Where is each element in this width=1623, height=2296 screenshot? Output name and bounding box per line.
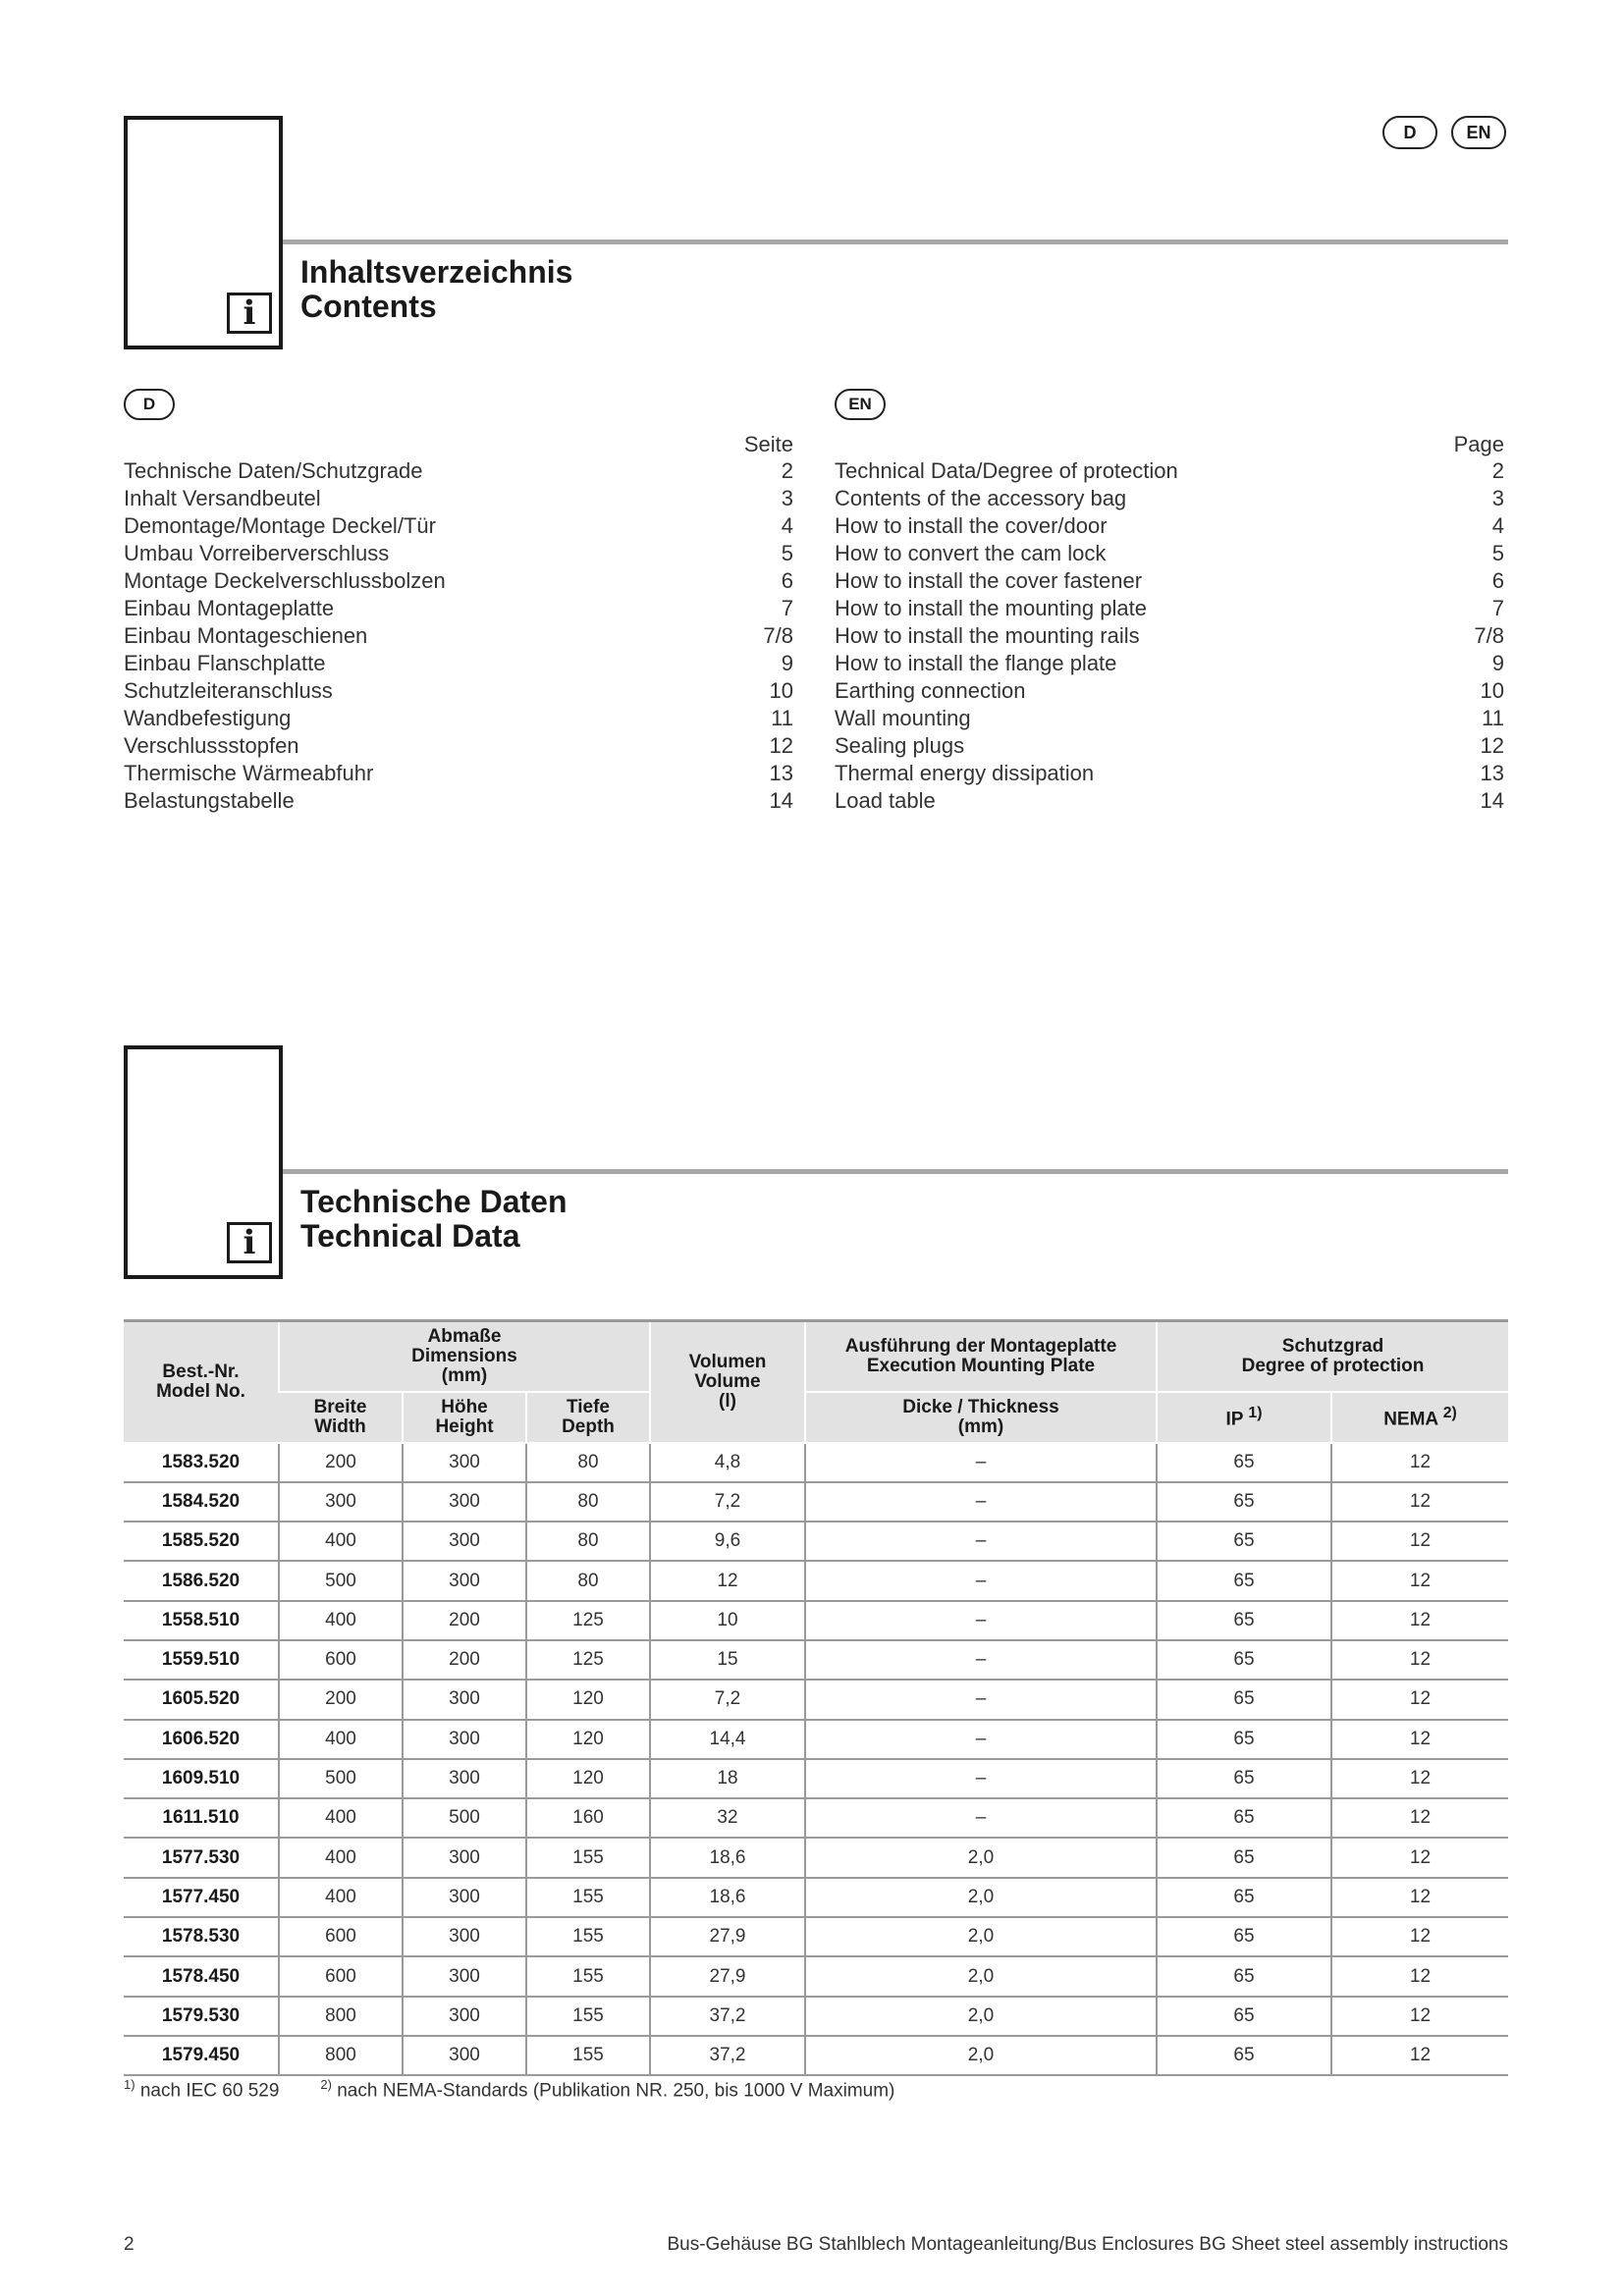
cell-volume: 10	[650, 1601, 805, 1640]
toc-item-page: 4	[1491, 513, 1504, 538]
toc-item-page: 3	[781, 486, 793, 510]
cell-height: 300	[403, 1482, 526, 1522]
table-row	[124, 1482, 1508, 1522]
toc-item-label: Verschlussstopfen	[124, 733, 299, 758]
header-rule	[283, 1169, 1508, 1174]
toc-item	[124, 485, 793, 512]
cell-nema-rating: 12	[1331, 1838, 1508, 1877]
cell-volume: 9,6	[650, 1522, 805, 1561]
toc-item-page: 14	[1480, 788, 1504, 813]
cell-ip-rating: 65	[1157, 1601, 1331, 1640]
dims-header-en: Dimensions	[411, 1345, 517, 1366]
cell-nema-rating: 12	[1331, 2036, 1508, 2075]
toc-item-label: Einbau Flanschplatte	[124, 651, 326, 675]
toc-item	[124, 622, 793, 650]
toc-item-label: How to install the mounting rails	[835, 623, 1140, 648]
nema-footnote-mark: 2)	[1442, 1405, 1457, 1422]
cell-nema-rating: 12	[1331, 1443, 1508, 1482]
cell-depth: 80	[526, 1443, 650, 1482]
toc-item	[835, 622, 1504, 650]
cell-ip-rating: 65	[1157, 1640, 1331, 1680]
toc-item	[835, 512, 1504, 540]
cell-ip-rating: 65	[1157, 1522, 1331, 1561]
toc-item	[124, 595, 793, 622]
cell-height: 200	[403, 1640, 526, 1680]
col-header-width	[279, 1392, 403, 1443]
toc-english	[835, 389, 1504, 815]
cell-plate-thickness: –	[805, 1680, 1157, 1719]
col-header-mounting-plate	[805, 1321, 1157, 1392]
cell-volume: 18	[650, 1759, 805, 1798]
cell-plate-thickness: –	[805, 1601, 1157, 1640]
cell-volume: 18,6	[650, 1878, 805, 1917]
toc-page-label-en: Page	[1453, 432, 1504, 456]
cell-model-number: 1584.520	[124, 1482, 279, 1522]
cell-nema-rating: 12	[1331, 1720, 1508, 1759]
cell-height: 300	[403, 1878, 526, 1917]
toc-page-label-de: Seite	[743, 432, 793, 456]
cell-depth: 155	[526, 1838, 650, 1877]
cell-model-number: 1579.530	[124, 1997, 279, 2036]
toc-item-label: How to install the flange plate	[835, 651, 1117, 675]
volume-header-en: Volume	[694, 1370, 761, 1392]
cell-nema-rating: 12	[1331, 1522, 1508, 1561]
toc-item-label: Sealing plugs	[835, 733, 965, 758]
cell-nema-rating: 12	[1331, 1956, 1508, 1996]
cell-ip-rating: 65	[1157, 1443, 1331, 1482]
toc-item-label: Thermische Wärmeabfuhr	[124, 761, 374, 785]
cell-volume: 14,4	[650, 1720, 805, 1759]
cell-model-number: 1577.450	[124, 1878, 279, 1917]
cell-volume: 18,6	[650, 1838, 805, 1877]
toc-german	[124, 389, 793, 815]
toc-list-en	[835, 457, 1504, 815]
toc-item-label: Load table	[835, 788, 936, 813]
page-footer	[124, 2234, 1508, 2256]
cell-height: 300	[403, 1838, 526, 1877]
toc-item-page: 10	[1480, 678, 1504, 703]
cell-width: 400	[279, 1878, 403, 1917]
cell-plate-thickness: 2,0	[805, 1917, 1157, 1956]
toc-item-page: 10	[769, 678, 793, 703]
toc-item-label: Demontage/Montage Deckel/Tür	[124, 513, 436, 538]
thickness-header: Dicke / Thickness	[902, 1396, 1059, 1417]
toc-item-page: 13	[1480, 761, 1504, 785]
col-header-ip	[1157, 1392, 1331, 1443]
technical-data-body	[124, 1443, 1508, 2076]
tech-title-en: Technical Data	[300, 1218, 520, 1254]
contents-title-de: Inhaltsverzeichnis	[300, 254, 573, 290]
table-row	[124, 1640, 1508, 1680]
depth-header-de: Tiefe	[566, 1396, 610, 1417]
cell-model-number: 1577.530	[124, 1838, 279, 1877]
protection-header-de: Schutzgrad	[1281, 1335, 1384, 1357]
toc-item-label: Technical Data/Degree of protection	[835, 458, 1178, 483]
cell-width: 400	[279, 1838, 403, 1877]
volume-header-de: Volumen	[688, 1351, 767, 1372]
toc-item-page: 7/8	[1474, 623, 1504, 648]
cell-nema-rating: 12	[1331, 1640, 1508, 1680]
cell-height: 300	[403, 1680, 526, 1719]
toc-item-label: Montage Deckelverschlussbolzen	[124, 568, 446, 593]
cell-depth: 125	[526, 1640, 650, 1680]
cell-depth: 80	[526, 1482, 650, 1522]
cell-depth: 80	[526, 1522, 650, 1561]
footnote-2	[320, 2077, 894, 2102]
col-header-thickness	[805, 1392, 1157, 1443]
cell-model-number: 1559.510	[124, 1640, 279, 1680]
cell-height: 200	[403, 1601, 526, 1640]
width-header-en: Width	[314, 1415, 366, 1437]
cell-nema-rating: 12	[1331, 1997, 1508, 2036]
toc-item-label: Umbau Vorreiberverschluss	[124, 541, 390, 565]
toc-item-label: Thermal energy dissipation	[835, 761, 1095, 785]
cell-model-number: 1605.520	[124, 1680, 279, 1719]
cell-depth: 155	[526, 1997, 650, 2036]
cell-height: 300	[403, 2036, 526, 2075]
toc-item	[124, 457, 793, 485]
table-row	[124, 1997, 1508, 2036]
depth-header-en: Depth	[562, 1415, 615, 1437]
cell-nema-rating: 12	[1331, 1561, 1508, 1600]
toc-item-page: 6	[781, 568, 793, 593]
cell-volume: 12	[650, 1561, 805, 1600]
cell-height: 300	[403, 1561, 526, 1600]
toc-item	[835, 540, 1504, 567]
ip-header: IP	[1225, 1409, 1244, 1430]
cell-ip-rating: 65	[1157, 2036, 1331, 2075]
table-row	[124, 1838, 1508, 1877]
toc-item	[124, 787, 793, 815]
cell-nema-rating: 12	[1331, 1601, 1508, 1640]
cell-plate-thickness: –	[805, 1482, 1157, 1522]
cell-model-number: 1578.450	[124, 1956, 279, 1996]
cell-depth: 120	[526, 1720, 650, 1759]
height-header-de: Höhe	[441, 1396, 488, 1417]
height-header-en: Height	[435, 1415, 494, 1437]
toc-item-label: Einbau Montageschienen	[124, 623, 368, 648]
lang-badge-en: EN	[1451, 116, 1506, 149]
toc-item	[835, 732, 1504, 760]
toc-item-label: Wandbefestigung	[124, 706, 292, 730]
cell-width: 400	[279, 1720, 403, 1759]
contents-title-en: Contents	[300, 289, 437, 324]
cell-depth: 80	[526, 1561, 650, 1600]
footnote-text: nach IEC 60 529	[139, 2080, 280, 2102]
contents-title	[300, 255, 572, 324]
page-number: 2	[124, 2234, 135, 2255]
info-icon: i	[227, 1222, 272, 1263]
cell-width: 800	[279, 2036, 403, 2075]
cell-ip-rating: 65	[1157, 1956, 1331, 1996]
cell-model-number: 1609.510	[124, 1759, 279, 1798]
col-header-protection	[1157, 1321, 1508, 1392]
plate-header-de: Ausführung der Montageplatte	[844, 1335, 1117, 1357]
lang-badge-de: D	[1382, 116, 1437, 149]
toc-item-page: 7	[781, 596, 793, 620]
cell-depth: 155	[526, 1956, 650, 1996]
cell-depth: 160	[526, 1798, 650, 1838]
cell-plate-thickness: 2,0	[805, 1838, 1157, 1877]
cell-depth: 155	[526, 1917, 650, 1956]
cell-ip-rating: 65	[1157, 1720, 1331, 1759]
table-row	[124, 1917, 1508, 1956]
cell-height: 300	[403, 1443, 526, 1482]
toc-item	[124, 512, 793, 540]
cell-width: 600	[279, 1640, 403, 1680]
document-title: Bus-Gehäuse BG Stahlblech Montageanleitung/Bus Enclosures BG Sheet steel assembly instructions	[667, 2234, 1508, 2255]
toc-item-label: Inhalt Versandbeutel	[124, 486, 321, 510]
model-header-de: Best.-Nr.	[162, 1361, 240, 1382]
cell-model-number: 1611.510	[124, 1798, 279, 1838]
cell-ip-rating: 65	[1157, 1997, 1331, 2036]
cell-volume: 37,2	[650, 2036, 805, 2075]
cell-volume: 32	[650, 1798, 805, 1838]
toc-item	[835, 595, 1504, 622]
toc-item-page: 6	[1491, 568, 1504, 593]
cell-depth: 155	[526, 1878, 650, 1917]
toc-item	[835, 677, 1504, 705]
col-header-nema	[1331, 1392, 1508, 1443]
table-row	[124, 1522, 1508, 1561]
cell-nema-rating: 12	[1331, 1759, 1508, 1798]
cell-model-number: 1578.530	[124, 1917, 279, 1956]
cell-depth: 125	[526, 1601, 650, 1640]
cell-height: 500	[403, 1798, 526, 1838]
volume-header-unit: (l)	[719, 1390, 736, 1412]
table-row	[124, 1680, 1508, 1719]
cell-width: 800	[279, 1997, 403, 2036]
table-row	[124, 1561, 1508, 1600]
cell-model-number: 1579.450	[124, 2036, 279, 2075]
tech-title-de: Technische Daten	[300, 1184, 568, 1219]
cell-volume: 27,9	[650, 1917, 805, 1956]
toc-item-label: Wall mounting	[835, 706, 971, 730]
cell-plate-thickness: –	[805, 1522, 1157, 1561]
toc-item-label: How to install the cover fastener	[835, 568, 1143, 593]
toc-item-label: Technische Daten/Schutzgrade	[124, 458, 423, 483]
cell-width: 400	[279, 1522, 403, 1561]
cell-width: 400	[279, 1601, 403, 1640]
cell-nema-rating: 12	[1331, 1482, 1508, 1522]
toc-item-page: 9	[1491, 651, 1504, 675]
col-header-height	[403, 1392, 526, 1443]
cell-model-number: 1606.520	[124, 1720, 279, 1759]
technical-data-table	[124, 1319, 1508, 2076]
table-row	[124, 1956, 1508, 1996]
toc-item-page: 12	[1480, 733, 1504, 758]
cell-height: 300	[403, 1997, 526, 2036]
cell-volume: 15	[650, 1640, 805, 1680]
col-header-model	[124, 1321, 279, 1443]
toc-item-label: Belastungstabelle	[124, 788, 295, 813]
cell-plate-thickness: –	[805, 1798, 1157, 1838]
toc-item	[835, 760, 1504, 787]
cell-height: 300	[403, 1522, 526, 1561]
toc-item-label: Schutzleiteranschluss	[124, 678, 333, 703]
toc-item-page: 5	[1491, 541, 1504, 565]
nema-header: NEMA	[1383, 1409, 1438, 1430]
cell-width: 500	[279, 1561, 403, 1600]
cell-plate-thickness: 2,0	[805, 2036, 1157, 2075]
cell-depth: 120	[526, 1759, 650, 1798]
toc-item-page: 14	[769, 788, 793, 813]
col-header-dimensions	[279, 1321, 650, 1392]
cell-width: 200	[279, 1680, 403, 1719]
toc-item	[124, 677, 793, 705]
thickness-header-unit: (mm)	[957, 1415, 1004, 1437]
tech-data-title	[300, 1185, 567, 1254]
cell-model-number: 1558.510	[124, 1601, 279, 1640]
footnotes	[124, 2077, 894, 2102]
toc-item	[835, 567, 1504, 595]
cell-width: 600	[279, 1956, 403, 1996]
toc-item	[835, 787, 1504, 815]
cell-volume: 4,8	[650, 1443, 805, 1482]
table-row	[124, 1798, 1508, 1838]
toc-item	[124, 567, 793, 595]
cell-ip-rating: 65	[1157, 1482, 1331, 1522]
cell-plate-thickness: –	[805, 1720, 1157, 1759]
cell-ip-rating: 65	[1157, 1759, 1331, 1798]
toc-item-page: 7	[1491, 596, 1504, 620]
table-row	[124, 1601, 1508, 1640]
footnote-text: nach NEMA-Standards (Publikation NR. 250, bis 1000 V Maximum)	[337, 2080, 895, 2102]
cell-volume: 37,2	[650, 1997, 805, 2036]
cell-width: 200	[279, 1443, 403, 1482]
cell-plate-thickness: –	[805, 1640, 1157, 1680]
cell-model-number: 1583.520	[124, 1443, 279, 1482]
cell-volume: 27,9	[650, 1956, 805, 1996]
cell-model-number: 1585.520	[124, 1522, 279, 1561]
model-header-en: Model No.	[156, 1380, 245, 1402]
toc-item-page: 2	[1491, 458, 1504, 483]
cell-width: 300	[279, 1482, 403, 1522]
toc-item-page: 11	[1482, 706, 1504, 730]
tech-data-header	[124, 1045, 1508, 1281]
toc-item-page: 11	[771, 706, 793, 730]
plate-header-en: Execution Mounting Plate	[866, 1355, 1096, 1376]
cell-height: 300	[403, 1759, 526, 1798]
cell-height: 300	[403, 1917, 526, 1956]
toc-item-page: 3	[1491, 486, 1504, 510]
table-row	[124, 2036, 1508, 2075]
cell-model-number: 1586.520	[124, 1561, 279, 1600]
cell-plate-thickness: 2,0	[805, 1956, 1157, 1996]
toc-item-page: 9	[781, 651, 793, 675]
cell-plate-thickness: –	[805, 1443, 1157, 1482]
toc-item-label: Einbau Montageplatte	[124, 596, 335, 620]
table-row	[124, 1878, 1508, 1917]
cell-height: 300	[403, 1956, 526, 1996]
cell-ip-rating: 65	[1157, 1878, 1331, 1917]
toc-item-label: Contents of the accessory bag	[835, 486, 1127, 510]
cell-width: 600	[279, 1917, 403, 1956]
cell-ip-rating: 65	[1157, 1838, 1331, 1877]
cell-plate-thickness: 2,0	[805, 1997, 1157, 2036]
toc-item-page: 12	[769, 733, 793, 758]
toc-item-label: Earthing connection	[835, 678, 1026, 703]
table-row	[124, 1443, 1508, 1482]
cell-width: 400	[279, 1798, 403, 1838]
toc-item	[124, 705, 793, 732]
toc-item	[835, 705, 1504, 732]
contents-header	[124, 116, 1508, 351]
header-rule	[283, 240, 1508, 244]
cell-plate-thickness: –	[805, 1759, 1157, 1798]
toc-item-label: How to install the mounting plate	[835, 596, 1147, 620]
cell-nema-rating: 12	[1331, 1917, 1508, 1956]
cell-volume: 7,2	[650, 1482, 805, 1522]
toc-item-page: 5	[781, 541, 793, 565]
toc-item-page: 7/8	[763, 623, 793, 648]
toc-item	[124, 760, 793, 787]
toc-item	[835, 457, 1504, 485]
cell-ip-rating: 65	[1157, 1680, 1331, 1719]
footnote-mark: 2)	[320, 2077, 332, 2092]
table-row	[124, 1759, 1508, 1798]
cell-volume: 7,2	[650, 1680, 805, 1719]
ip-footnote-mark: 1)	[1248, 1405, 1263, 1422]
dims-header-unit: (mm)	[441, 1364, 488, 1386]
cell-nema-rating: 12	[1331, 1680, 1508, 1719]
toc-item-page: 13	[769, 761, 793, 785]
cell-plate-thickness: 2,0	[805, 1878, 1157, 1917]
toc-item	[124, 540, 793, 567]
toc-lang-badge-de: D	[124, 389, 175, 420]
cell-ip-rating: 65	[1157, 1917, 1331, 1956]
dims-header-de: Abmaße	[427, 1325, 502, 1347]
toc-item-page: 2	[781, 458, 793, 483]
cell-depth: 120	[526, 1680, 650, 1719]
toc-item	[124, 650, 793, 677]
toc-item	[124, 732, 793, 760]
toc-item-label: How to install the cover/door	[835, 513, 1108, 538]
footnote-1	[124, 2077, 279, 2102]
col-header-depth	[526, 1392, 650, 1443]
cell-height: 300	[403, 1720, 526, 1759]
cell-ip-rating: 65	[1157, 1561, 1331, 1600]
table-row	[124, 1720, 1508, 1759]
toc-lang-badge-en: EN	[835, 389, 886, 420]
toc-item-page: 4	[781, 513, 793, 538]
col-header-volume	[650, 1321, 805, 1443]
toc-item	[835, 650, 1504, 677]
cell-depth: 155	[526, 2036, 650, 2075]
cell-width: 500	[279, 1759, 403, 1798]
protection-header-en: Degree of protection	[1241, 1355, 1425, 1376]
toc-item	[835, 485, 1504, 512]
toc-item-label: How to convert the cam lock	[835, 541, 1107, 565]
cell-plate-thickness: –	[805, 1561, 1157, 1600]
footnote-mark: 1)	[124, 2077, 135, 2092]
info-icon: i	[227, 293, 272, 334]
cell-nema-rating: 12	[1331, 1878, 1508, 1917]
width-header-de: Breite	[313, 1396, 367, 1417]
toc-list-de	[124, 457, 793, 815]
cell-ip-rating: 65	[1157, 1798, 1331, 1838]
cell-nema-rating: 12	[1331, 1798, 1508, 1838]
